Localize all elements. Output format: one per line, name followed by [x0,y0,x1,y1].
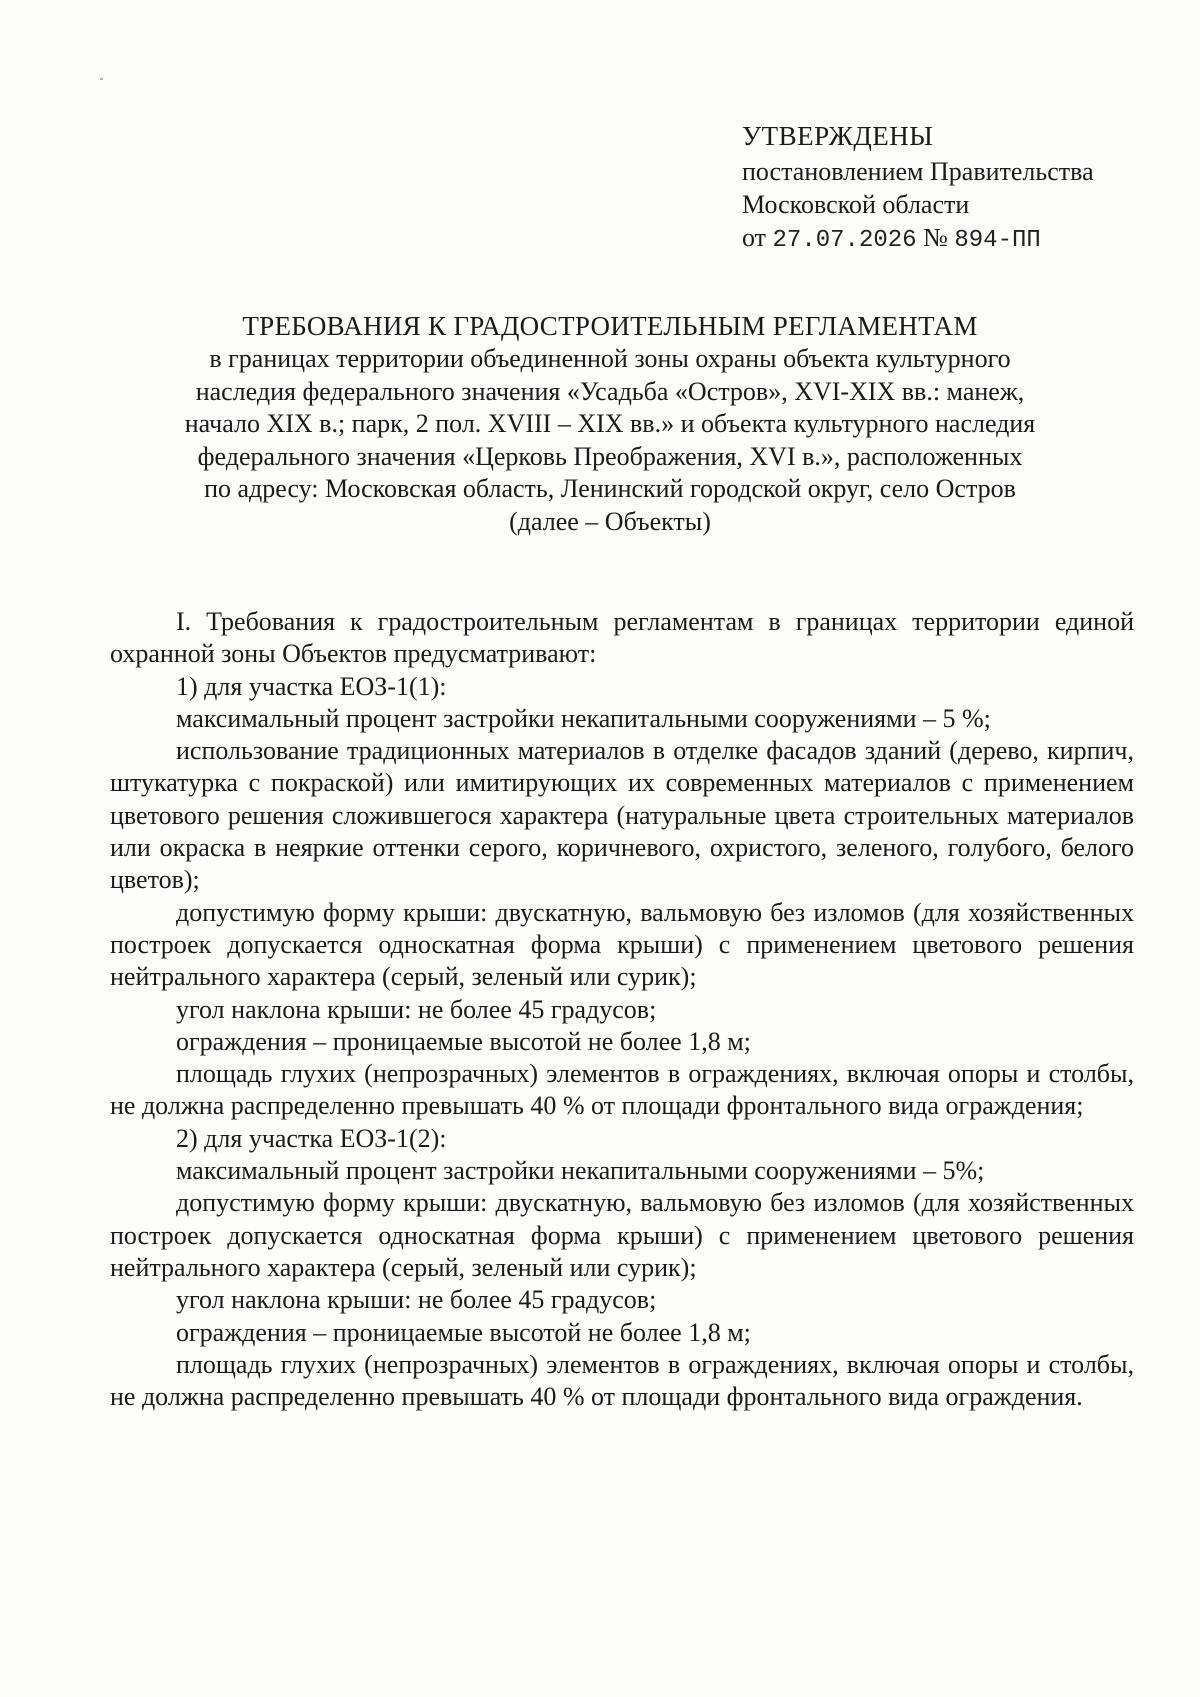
requirement-item: площадь глухих (непрозрачных) элементов в ограждениях, включая опоры и столбы, не должна распределенно превышать 40 % от площади фронтального вида ограждения. [110,1349,1134,1412]
approval-date: 27.07.2026 [772,227,917,254]
subsection-heading: 1) для участка ЕОЗ-1(1): [176,671,447,701]
title-line: по адресу: Московская область, Ленинский городской округ, село Остров [204,474,1016,503]
document-title [140,310,1080,538]
requirement-item: допустимую форму крыши: двускатную, вальмовую без изломов (для хозяйственных построек допускается односкатная форма крыши) с применением цветового решения нейтрального характера (серый, зеленый или сурик); [110,1188,1134,1282]
approval-line-2: Московской области [742,190,970,219]
approval-block [742,120,1162,257]
title-line: в границах территории объединенной зоны охраны объекта культурного [209,344,1011,373]
approval-number: 894-ПП [954,227,1041,254]
subsection-heading: 2) для участка ЕОЗ-1(2): [176,1123,447,1153]
scan-dot [100,78,103,80]
requirement-item: ограждения – проницаемые высотой не более 1,8 м; [176,1317,751,1347]
requirement-item: угол наклона крыши: не более 45 градусов; [176,1285,657,1315]
title-line: федерального значения «Церковь Преображения, XVI в.», расположенных [197,441,1023,471]
document-body [110,606,1134,1413]
number-sign: № [923,223,948,252]
title-line: наследия федерального значения «Усадьба «Остров», XVI-XIX вв.: манеж, [195,376,1025,406]
requirement-item: использование традиционных материалов в отделке фасадов зданий (дерево, кирпич, штукатурка с покраской) или имитирующих их современных материалов с применением цветового решения сложившегося характера (натуральные цвета строительных материалов или окраска в неяркие оттенки серого, коричневого, охристого, зеленого, голубого, белого цветов); [110,736,1134,895]
requirement-item: угол наклона крыши: не более 45 градусов; [176,994,657,1024]
approval-title: УТВЕРЖДЕНЫ [742,121,934,151]
approval-line-1: постановлением Правительства [742,157,1094,186]
requirement-item: площадь глухих (непрозрачных) элементов в ограждениях, включая опоры и столбы, не должна распределенно превышать 40 % от площади фронтального вида ограждения; [110,1059,1134,1121]
date-prefix: от [742,223,767,252]
requirement-item: максимальный процент застройки некапитальными сооружениями – 5 %; [176,703,991,733]
title-line: начало XIX в.; парк, 2 пол. XVIII – XIX вв.» и объекта культурного наследия [184,409,1036,438]
requirement-item: максимальный процент застройки некапитальными сооружениями – 5%; [176,1156,985,1186]
requirement-item: ограждения – проницаемые высотой не более 1,8 м; [176,1026,751,1056]
approval-date-line [742,221,1162,257]
section-intro: I. Требования к градостроительным регламентам в границах территории единой охранной зоны Объектов предусматривают: [110,607,1134,669]
title-line: (далее – Объекты) [509,506,711,536]
title-main: ТРЕБОВАНИЯ К ГРАДОСТРОИТЕЛЬНЫМ РЕГЛАМЕНТАМ [242,311,978,341]
requirement-item: допустимую форму крыши: двускатную, вальмовую без изломов (для хозяйственных построек допускается односкатная форма крыши) с применением цветового решения нейтрального характера (серый, зеленый или сурик); [110,897,1134,992]
